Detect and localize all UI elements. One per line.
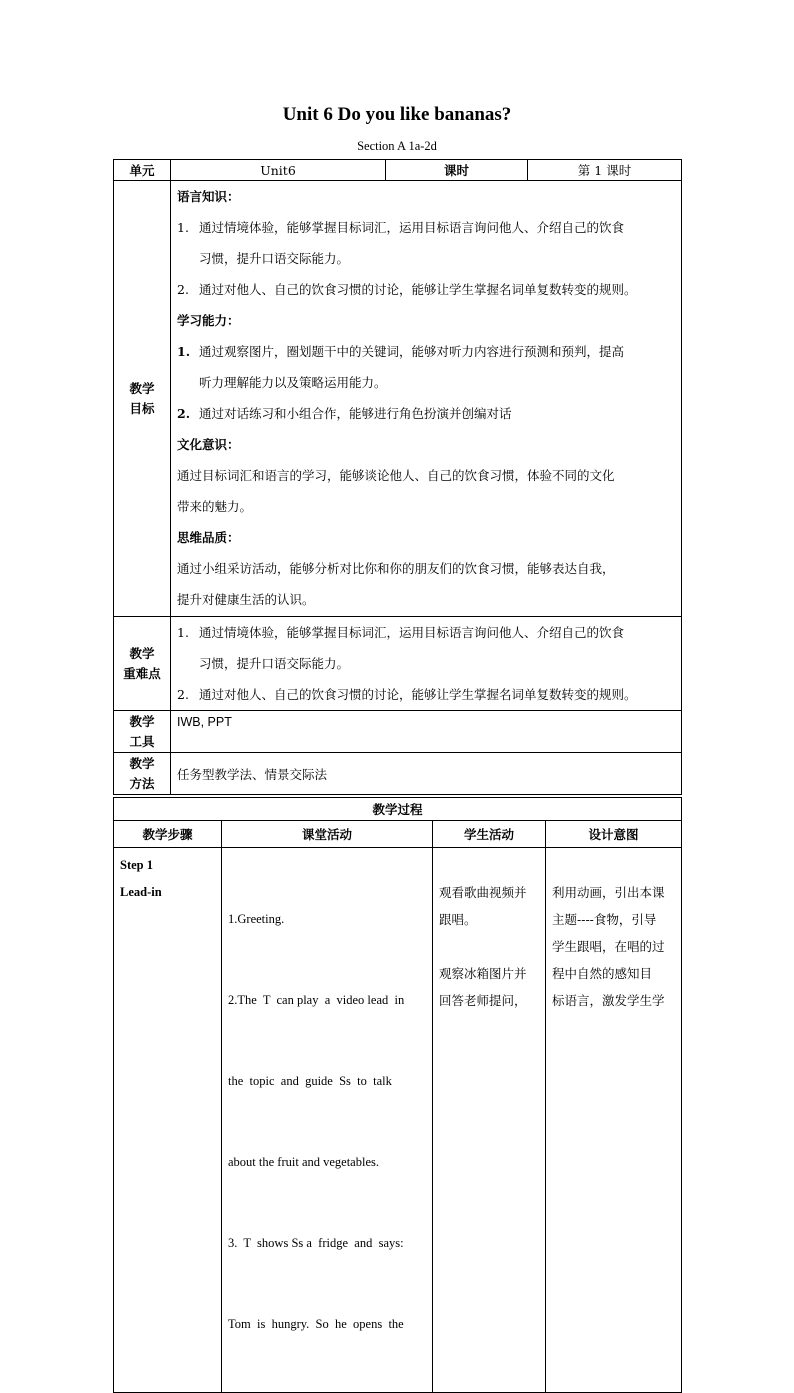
document-title: Unit 6 Do you like bananas?	[282, 104, 512, 125]
key-points-label-line2: 重难点	[123, 665, 161, 681]
culture-heading: 文化意识：	[177, 437, 240, 452]
thinking-line-2: 提升对健康生活的认识。	[177, 592, 315, 607]
tools-label-line1: 教学	[129, 713, 155, 729]
header-row	[114, 160, 682, 181]
design-line: 利用动画，引出本课	[552, 885, 665, 900]
col-student: 学生活动	[433, 821, 546, 848]
ability-item-2: 2. 通过对话练习和小组合作，能够进行角色扮演并创编对话	[177, 406, 512, 421]
culture-line-1: 通过目标词汇和语言的学习，能够谈论他人、自己的饮食习惯，体验不同的文化	[177, 468, 615, 483]
objectives-label	[114, 181, 171, 617]
methods-label-line2: 方法	[129, 775, 155, 791]
step-1-cell	[114, 848, 222, 1393]
design-line: 标语言，激发学生学	[552, 993, 665, 1008]
tools-label-line2: 工具	[129, 733, 155, 749]
period-label: 课时	[386, 160, 528, 181]
thinking-heading: 思维品质：	[177, 530, 240, 545]
unit-value: Unit6	[171, 160, 386, 181]
step-1-design	[546, 848, 682, 1393]
design-line: 程中自然的感知目	[552, 966, 653, 981]
ability-item-1: 1. 通过观察图片，圈划题干中的关键词，能够对听力内容进行预测和预判，提高 听力理解能力以及策略运用能力。	[177, 344, 625, 390]
objectives-row	[114, 181, 682, 617]
language-item-2: 2. 通过对他人、自己的饮食习惯的讨论，能够让学生掌握名词单复数转变的规则。	[177, 282, 637, 297]
student-spacer	[439, 933, 539, 960]
lesson-plan-table	[113, 159, 682, 795]
methods-row	[114, 753, 682, 795]
methods-value: 任务型教学法、情景交际法	[171, 753, 682, 795]
unit-label: 单元	[114, 160, 171, 181]
tools-row	[114, 711, 682, 753]
tools-value: IWB, PPT	[171, 711, 682, 753]
key-points-label	[114, 617, 171, 711]
objectives-label-line2: 目标	[129, 400, 155, 416]
col-activity: 课堂活动	[222, 821, 433, 848]
activity-line: about the fruit and vegetables.	[228, 1155, 379, 1169]
design-line: 学生跟唱，在唱的过	[552, 939, 665, 954]
step-1-activity	[222, 848, 433, 1393]
document-subtitle: Section A 1a-2d	[357, 139, 437, 153]
student-line: 观察冰箱图片并	[439, 966, 527, 981]
period-value: 第 1 课时	[528, 160, 682, 181]
tools-label	[114, 711, 171, 753]
key-points-content	[171, 617, 682, 711]
key-points-label-line1: 教学	[129, 645, 155, 661]
process-heading: 教学过程	[114, 798, 682, 821]
methods-label-line1: 教学	[129, 755, 155, 771]
activity-line: Tom is hungry. So he opens the	[228, 1317, 404, 1331]
thinking-line-1: 通过小组采访活动，能够分析对比你和你的朋友们的饮食习惯，能够表达自我，	[177, 561, 615, 576]
student-line: 观看歌曲视频并	[439, 885, 527, 900]
col-design: 设计意图	[546, 821, 682, 848]
process-heading-row	[114, 798, 682, 821]
activity-line: 1.Greeting.	[228, 912, 285, 926]
language-item-1: 1. 通过情境体验，能够掌握目标词汇，运用目标语言询问他人、介绍自己的饮食 习惯，提升口语交际能力。	[177, 220, 625, 266]
key-point-item-2: 2. 通过对他人、自己的饮食习惯的讨论，能够让学生掌握名词单复数转变的规则。	[177, 687, 637, 702]
design-line: 主题----食物，引导	[552, 912, 657, 927]
objectives-content	[171, 181, 682, 617]
activity-line: 3. T shows Ss a fridge and says:	[228, 1236, 404, 1250]
objectives-label-line1: 教学	[129, 380, 155, 396]
col-step: 教学步骤	[114, 821, 222, 848]
ability-heading: 学习能力：	[177, 313, 240, 328]
language-heading: 语言知识：	[177, 189, 240, 204]
activity-line: 2.The T can play a video lead in	[228, 993, 405, 1007]
culture-line-2: 带来的魅力。	[177, 499, 253, 514]
key-point-item-1: 1. 通过情境体验，能够掌握目标词汇，运用目标语言询问他人、介绍自己的饮食 习惯，提升口语交际能力。	[177, 625, 625, 671]
step-1-student	[433, 848, 546, 1393]
methods-label	[114, 753, 171, 795]
step-1-row	[114, 848, 682, 1393]
process-columns-row	[114, 821, 682, 848]
key-points-row	[114, 617, 682, 711]
activity-line: the topic and guide Ss to talk	[228, 1074, 392, 1088]
student-line: 回答老师提问，	[439, 993, 527, 1008]
step-1-title: Step 1	[120, 858, 153, 872]
student-line: 跟唱。	[439, 912, 477, 927]
step-1-subtitle: Lead-in	[120, 885, 162, 899]
process-table	[113, 797, 682, 1393]
